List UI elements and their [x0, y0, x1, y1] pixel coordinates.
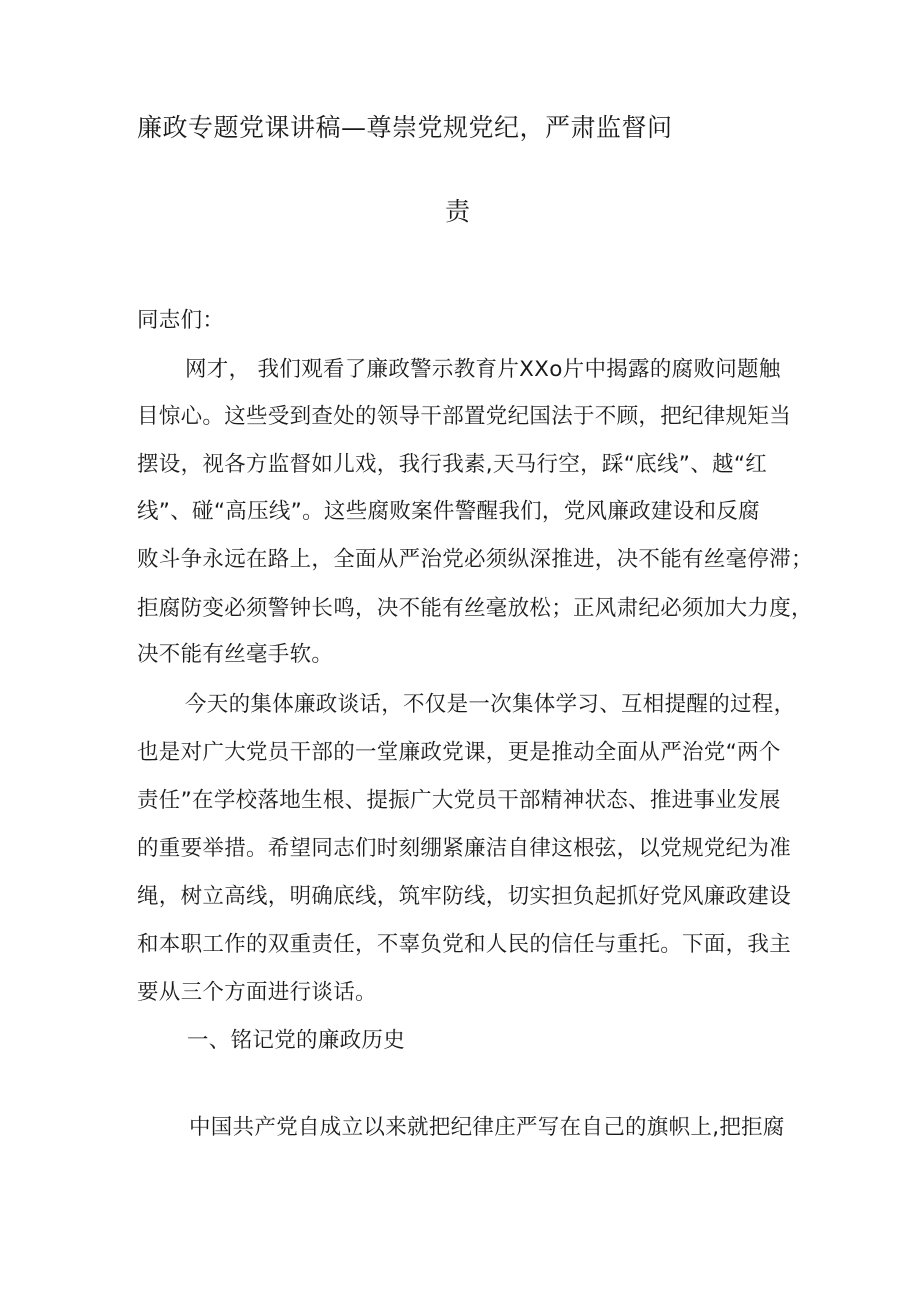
paragraph-1-line-1: 网才， 我们观看了廉政警示教育片XXo片中揭露的腐败问题触 — [185, 357, 781, 382]
paragraph-2-line-7: 要从三个方面进行谈话。 — [137, 980, 377, 1005]
paragraph-2-line-2: 也是对广大党员干部的一堂廉政党课，更是推动全面从严治党“两个 — [137, 740, 781, 765]
section-heading-1: 一、铭记党的廉政历史 — [187, 1028, 406, 1053]
paragraph-1-line-7: 决不能有丝毫手软。 — [137, 642, 334, 667]
paragraph-2-line-4: 的重要举措。希望同志们时刻绷紧廉洁自律这根弦，以党规党纪为准 — [137, 836, 792, 861]
paragraph-2-line-6: 和本职工作的双重责任，不辜负党和人民的信任与重托。下面，我主 — [137, 932, 792, 957]
paragraph-2-line-1: 今天的集体廉政谈话，不仅是一次集体学习、互相提醒的过程， — [185, 692, 796, 717]
paragraph-1-line-2: 目惊心。这些受到查处的领导干部置党纪国法于不顾，把纪律规矩当 — [137, 404, 792, 429]
paragraph-3-line-1: 中国共产党自成立以来就把纪律庄严写在自己的旗帜上,把拒腐 — [189, 1115, 785, 1140]
paragraph-1-line-3: 摆设，视各方监督如儿戏，我行我素,天马行空，踩“底线”、越“红 — [137, 452, 768, 477]
paragraph-2-line-5: 绳，树立高线，明确底线，筑牢防线，切实担负起抓好党风廉政建设 — [137, 884, 792, 909]
document-title-line-2: 责 — [445, 197, 471, 226]
document-title-line-1: 廉政专题党课讲稿—尊崇党规党纪，严肃监督问 — [137, 113, 673, 142]
salutation: 同志们： — [137, 308, 225, 333]
paragraph-2-line-3: 责任”在学校落地生根、提振广大党员干部精神状态、推进事业发展 — [137, 788, 781, 813]
paragraph-1-line-6: 拒腐防变必须警钟长鸣，决不能有丝毫放松；正风肃纪必须加大力度， — [137, 596, 813, 621]
paragraph-1-line-5: 败斗争永远在路上，全面从严治党必须纵深推进，决不能有丝毫停滞； — [137, 547, 813, 572]
paragraph-1-line-4: 线”、碰“高压线”。这些腐败案件警醒我们，党风廉政建设和反腐 — [137, 499, 760, 524]
